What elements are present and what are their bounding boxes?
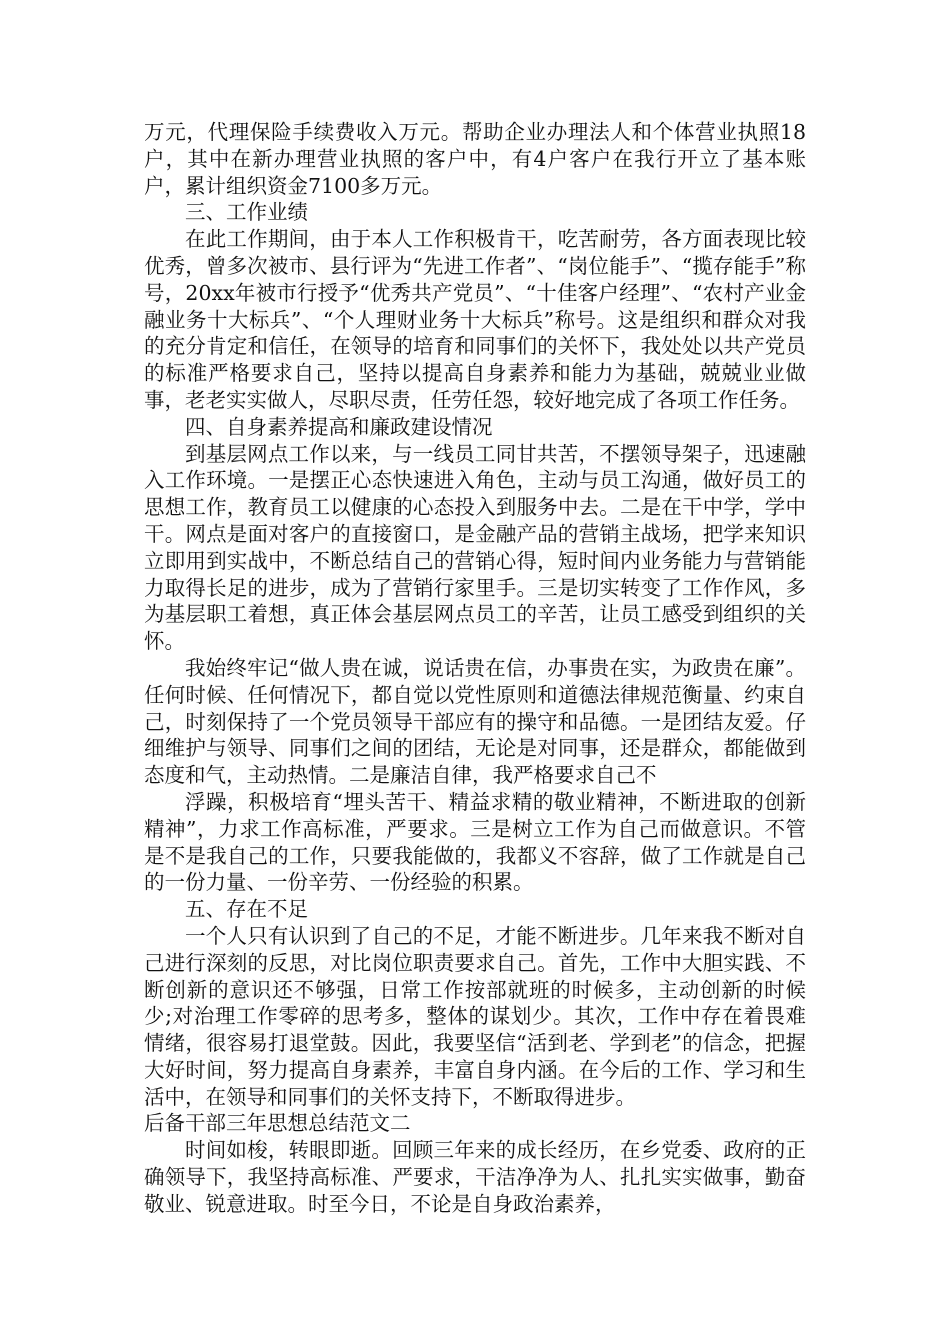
- section-heading-shortcomings: 五、存在不足: [185, 897, 308, 922]
- paragraph-continuation: 万元，代理保险手续费收入万元。帮助企业办理法人和个体营业执照18户，其中在新办理营业执照的客户中，有4户客户在我行开立了基本账户，累计组织资金7100多万元。: [144, 120, 806, 198]
- paragraph-shortcomings: 一个人只有认识到了自己的不足，才能不断进步。几年来我不断对自己进行深刻的反思，对比岗位职责要求自己。首先，工作中大胆实践、不断创新的意识还不够强，日常工作按部就班的时候多，主动创新的时候少;对治理工作零碎的思考多，整体的谋划少。其次，工作中存在着畏难情绪，很容易打退堂鼓。因此，我要坚信“活到老、学到老”的信念，把握大好时间，努力提高自身素养，丰富自身内涵。在今后的工作、学习和生活中，在领导和同事们的关怀支持下，不断取得进步。: [144, 923, 806, 1109]
- document-page: [144, 119, 806, 1218]
- paragraph-grassroots-work: 到基层网点工作以来，与一线员工同甘共苦，不摆领导架子，迅速融入工作环境。一是摆正心态快速进入角色，主动与员工沟通，做好员工的思想工作，教育员工以健康的心态投入到服务中去。二是在干中学，学中干。网点是面对客户的直接窗口，是金融产品的营销主战场，把学来知识立即用到实战中，不断总结自己的营销心得，短时间内业务能力与营销能力取得长足的进步，成为了营销行家里手。三是切实转变了工作作风，多为基层职工着想，真正体会基层网点员工的辛苦，让员工感受到组织的关怀。: [144, 441, 806, 654]
- section-heading-work-achievements: 三、工作业绩: [185, 200, 308, 225]
- paragraph-work-achievements: 在此工作期间，由于本人工作积极肯干，吃苦耐劳，各方面表现比较优秀，曾多次被市、县行评为“先进工作者”、“岗位能手”、“揽存能手”称号，20xx年被市行授予“优秀共产党员”、“十佳客户经理”、“农村产业金融业务十大标兵”、“个人理财业务十大标兵”称号。这是组织和群众对我的充分肯定和信任，在领导的培育和同事们的关怀下，我处处以共产党员的标准严格要求自己，坚持以提高自身素养和能力为基础，兢兢业业做事，老老实实做人，尽职尽责，任劳任怨，较好地完成了各项工作任务。: [144, 227, 806, 412]
- section-heading-self-improvement: 四、自身素养提高和廉政建设情况: [185, 414, 493, 439]
- document-title-second-sample: 后备干部三年思想总结范文二: [144, 1111, 411, 1136]
- paragraph-integrity-continued: 浮躁，积极培育“埋头苦干、精益求精的敬业精神，不断进取的创新精神”，力求工作高标准，严要求。三是树立工作为自己而做意识。不管是不是我自己的工作，只要我能做的，我都义不容辞，做了工作就是自己的一份力量、一份辛劳、一份经验的积累。: [144, 789, 806, 895]
- paragraph-integrity: 我始终牢记“做人贵在诚，说话贵在信，办事贵在实，为政贵在廉”。任何时候、任何情况下，都自觉以党性原则和道德法律规范衡量、约束自己，时刻保持了一个党员领导干部应有的操守和品德。一是团结友爱。仔细维护与领导、同事们之间的团结，无论是对同事，还是群众，都能做到态度和气，主动热情。二是廉洁自律，我严格要求自己不: [144, 655, 806, 788]
- paragraph-second-sample-intro: 时间如梭，转眼即逝。回顾三年来的成长经历，在乡党委、政府的正确领导下，我坚持高标准、严要求，干洁净净为人、扎扎实实做事，勤奋敬业、锐意进取。时至今日，不论是自身政治素养，: [144, 1138, 806, 1216]
